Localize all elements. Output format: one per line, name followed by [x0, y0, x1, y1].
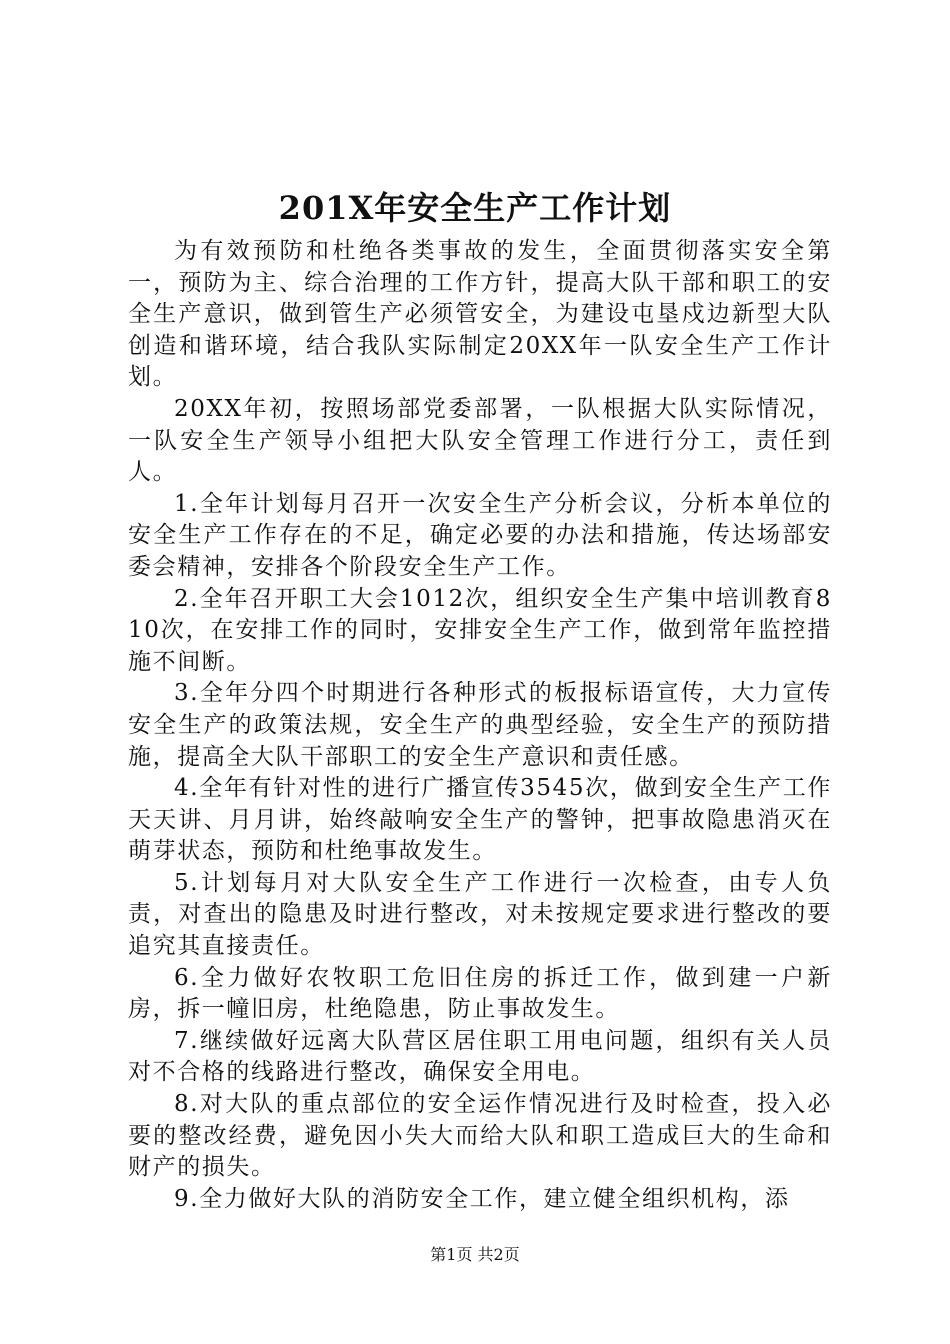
paragraph-item-7: 7.继续做好远离大队营区居住职工用电问题，组织有关人员对不合格的线路进行整改，确保安全用电。	[128, 1027, 832, 1086]
paragraph-overview: 20XX年初，按照场部党委部署，一队根据大队实际情况，一队安全生产领导小组把大队安全管理工作进行分工，责任到人。	[128, 395, 832, 486]
document-title: 201X年安全生产工作计划	[278, 189, 672, 227]
paragraph-item-9: 9.全力做好大队的消防安全工作，建立健全组织机构，添	[174, 1185, 790, 1212]
paragraph-item-2: 2.全年召开职工大会1012次，组织安全生产集中培训教育810次，在安排工作的同时，安排安全生产工作，做到常年监控措施不间断。	[128, 585, 832, 675]
page-footer: 第1页 共2页	[430, 1245, 520, 1264]
paragraph-intro: 为有效预防和杜绝各类事故的发生，全面贯彻落实安全第一，预防为主、综合治理的工作方针，提高大队干部和职工的安全生产意识，做到管生产必须管安全，为建设屯垦戍边新型大队创造和谐环境，结合我队实际制定20XX年一队安全生产工作计划。	[128, 238, 832, 391]
paragraph-item-5: 5.计划每月对大队安全生产工作进行一次检查，由专人负责，对查出的隐患及时进行整改，对未按规定要求进行整改的要追究其直接责任。	[128, 869, 832, 960]
paragraph-item-6: 6.全力做好农牧职工危旧住房的拆迁工作，做到建一户新房，拆一幢旧房，杜绝隐患，防止事故发生。	[128, 964, 832, 1023]
paragraph-item-4: 4.全年有针对性的进行广播宣传3545次，做到安全生产工作天天讲、月月讲，始终敲响安全生产的警钟，把事故隐患消灭在萌芽状态，预防和杜绝事故发生。	[128, 775, 832, 865]
paragraph-item-1: 1.全年计划每月召开一次安全生产分析会议，分析本单位的安全生产工作存在的不足，确定必要的办法和措施，传达场部安委会精神，安排各个阶段安全生产工作。	[128, 490, 832, 580]
document-body	[128, 236, 832, 1215]
paragraph-item-8: 8.对大队的重点部位的安全运作情况进行及时检查，投入必要的整改经费，避免因小失大而给大队和职工造成巨大的生命和财产的损失。	[128, 1091, 832, 1181]
paragraph-item-3: 3.全年分四个时期进行各种形式的板报标语宣传，大力宣传安全生产的政策法规，安全生产的典型经验，安全生产的预防措施，提高全大队干部职工的安全生产意识和责任感。	[128, 680, 832, 770]
